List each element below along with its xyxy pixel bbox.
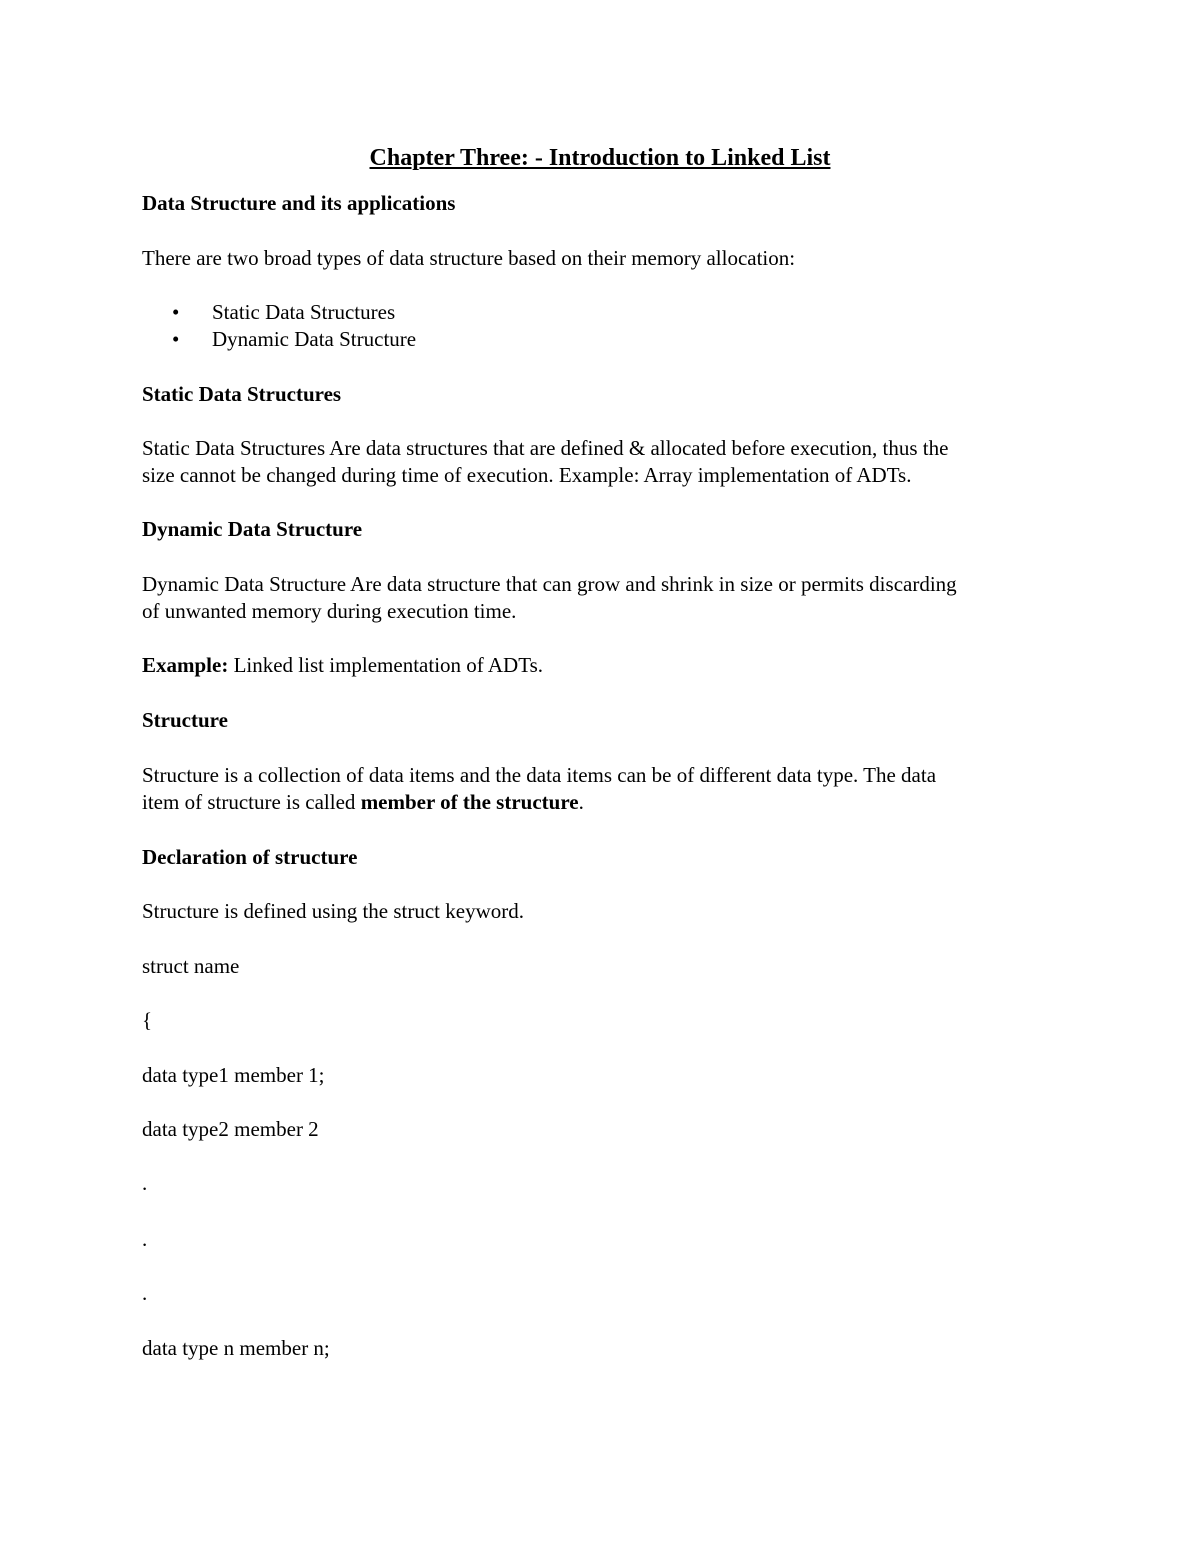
section-heading-applications: Data Structure and its applications — [142, 191, 456, 215]
bullet-list-item — [172, 326, 416, 352]
declaration-paragraph: Structure is defined using the struct keyword. — [142, 899, 524, 923]
bullet-icon: • — [172, 327, 180, 351]
code-line: . — [142, 1171, 148, 1195]
section-heading-declaration: Declaration of structure — [142, 845, 358, 869]
bullet-label: Static Data Structures — [212, 300, 396, 324]
structure-text-prefix: item of structure is called — [142, 790, 361, 814]
static-paragraph-line: size cannot be changed during time of execution. Example: Array implementation of ADTs. — [142, 463, 912, 487]
code-line: . — [142, 1227, 148, 1251]
bullet-list-item — [172, 299, 395, 325]
example-label: Example: — [142, 653, 229, 677]
bullet-label: Dynamic Data Structure — [212, 327, 417, 351]
structure-member-term: member of the structure — [360, 790, 579, 814]
section-heading-static: Static Data Structures — [142, 382, 342, 406]
code-line: struct name — [142, 954, 240, 978]
structure-paragraph-line — [142, 789, 584, 815]
example-paragraph — [142, 652, 543, 678]
section-heading-structure: Structure — [142, 708, 228, 732]
code-line: data type n member n; — [142, 1336, 330, 1360]
static-paragraph-line: Static Data Structures Are data structures that are defined & allocated before execution, thus the — [142, 436, 949, 460]
code-line: { — [142, 1008, 153, 1032]
code-line: data type2 member 2 — [142, 1117, 319, 1141]
structure-text-suffix: . — [578, 790, 584, 814]
example-text: Linked list implementation of ADTs. — [228, 653, 543, 677]
code-line: . — [142, 1281, 148, 1305]
intro-paragraph: There are two broad types of data structure based on their memory allocation: — [142, 246, 796, 270]
dynamic-paragraph-line: Dynamic Data Structure Are data structure that can grow and shrink in size or permits discarding — [142, 572, 957, 596]
page-title: Chapter Three: - Introduction to Linked List — [369, 145, 831, 171]
dynamic-paragraph-line: of unwanted memory during execution time. — [142, 599, 517, 623]
bullet-icon: • — [172, 300, 180, 324]
code-line: data type1 member 1; — [142, 1063, 325, 1087]
section-heading-dynamic: Dynamic Data Structure — [142, 517, 363, 541]
structure-paragraph-line: Structure is a collection of data items and the data items can be of different data type. The data — [142, 763, 937, 787]
